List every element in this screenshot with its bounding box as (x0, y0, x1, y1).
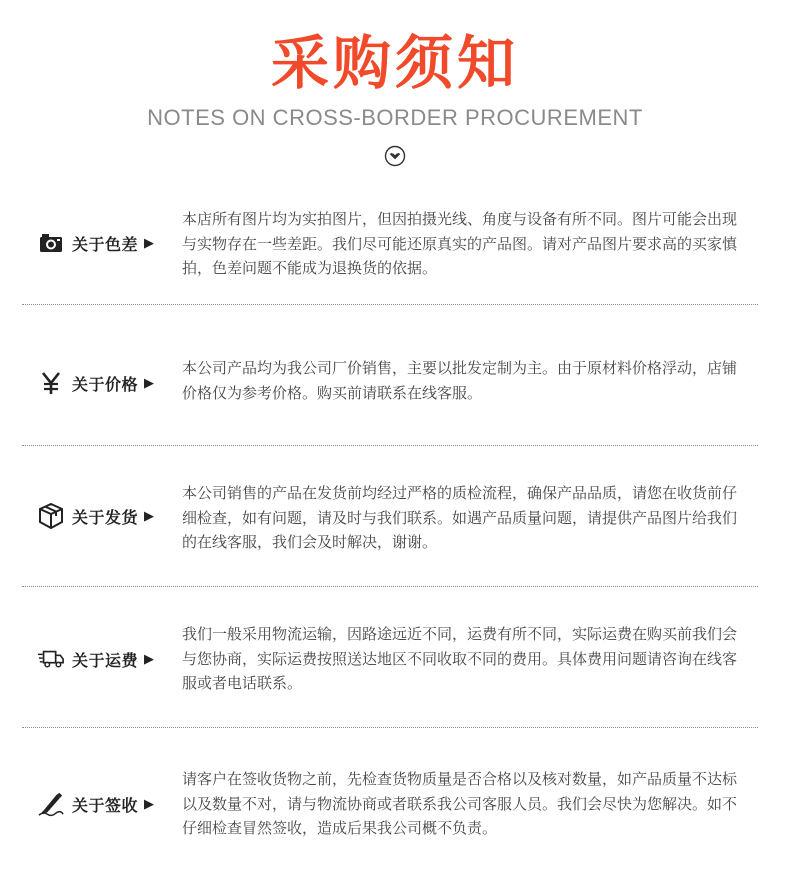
delivery-truck-icon (38, 646, 64, 672)
arrow-right-icon: ▶ (144, 235, 155, 251)
section-heading (38, 503, 154, 529)
camera-icon (38, 230, 64, 256)
section-text: 本公司产品均为我公司厂价销售，主要以批发定制为主。由于原材料价格浮动，店铺价格仅为参考价格。购买前请联系在线客服。 (182, 359, 738, 402)
section-label: 关于价格 (72, 374, 139, 394)
arrow-right-icon: ▶ (144, 651, 155, 667)
page-title: 采购须知 (270, 29, 519, 97)
section-text: 本店所有图片均为实拍图片，但因拍摄光线、角度与设备有所不同。图片可能会出现与实物存在一些差距。我们尽可能还原真实的产品图。请对产品图片要求高的买家慎拍，色差问题不能成为退换货的依据。 (182, 210, 738, 277)
arrow-right-icon: ▶ (144, 796, 155, 812)
divider (22, 304, 758, 305)
section-freight (22, 622, 758, 702)
section-shipping (22, 481, 758, 561)
section-price (22, 356, 758, 416)
section-heading (38, 370, 154, 396)
section-signing (22, 767, 758, 847)
section-text: 我们一般采用物流运输，因路途远近不同，运费有所不同，实际运费在购买前我们会与您协商，实际运费按照送达地区不同收取不同的费用。具体费用问题请咨询在线客服或者电话联系。 (182, 625, 738, 692)
chevron-down-icon (384, 145, 406, 167)
section-heading (38, 230, 154, 256)
divider (22, 586, 758, 587)
pen-signature-icon (38, 791, 64, 817)
section-heading (38, 646, 154, 672)
arrow-right-icon: ▶ (144, 375, 155, 391)
package-icon (38, 503, 64, 529)
arrow-right-icon: ▶ (144, 508, 155, 524)
divider (22, 727, 758, 728)
yen-icon (38, 370, 64, 396)
page-subtitle: NOTES ON CROSS-BORDER PROCUREMENT (147, 105, 643, 130)
divider (22, 445, 758, 446)
section-text: 请客户在签收货物之前，先检查货物质量是否合格以及核对数量，如产品质量不达标以及数量不对，请与物流协商或者联系我公司客服人员。我们会尽快为您解决。如不仔细检查冒然签收，造成后果我公司概不负责。 (182, 770, 738, 837)
section-text: 本公司销售的产品在发货前均经过严格的质检流程，确保产品品质，请您在收货前仔细检查，如有问题，请及时与我们联系。如遇产品质量问题，请提供产品图片给我们的在线客服，我们会及时解决，谢谢。 (182, 484, 738, 551)
section-label: 关于运费 (72, 650, 139, 670)
section-heading (38, 791, 154, 817)
section-color-difference (22, 203, 758, 293)
section-label: 关于发货 (72, 507, 139, 527)
section-label: 关于色差 (72, 234, 139, 254)
section-label: 关于签收 (72, 795, 139, 815)
